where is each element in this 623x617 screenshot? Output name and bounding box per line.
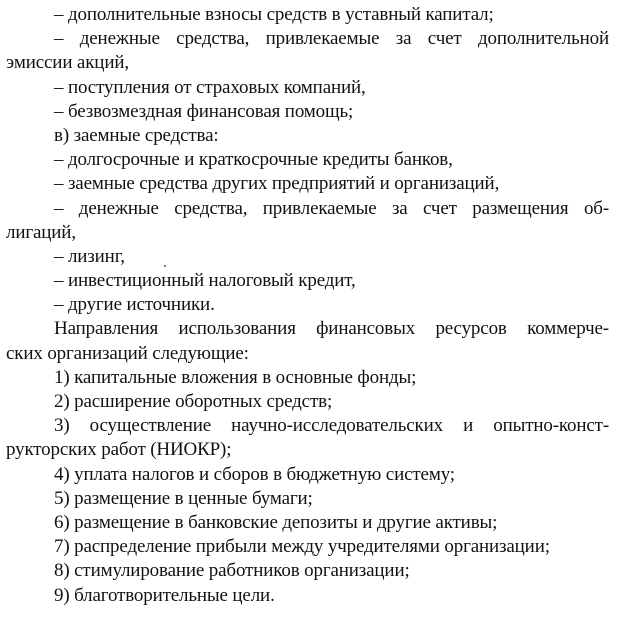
text-line: Направления использования финансовых ресурсов коммерче- bbox=[54, 318, 609, 340]
text-line: – поступления от страховых компаний, bbox=[54, 76, 366, 98]
text-line: – лизинг, bbox=[54, 245, 125, 267]
text-line: 1) капитальные вложения в основные фонды; bbox=[54, 366, 417, 388]
scan-speck bbox=[164, 265, 166, 267]
text-line: 3) осуществление научно-исследовательских и опытно-конст- bbox=[54, 415, 609, 437]
text-line: 8) стимулирование работников организации; bbox=[54, 560, 410, 582]
text-line: – безвозмездная финансовая помощь; bbox=[54, 100, 354, 122]
text-body bbox=[6, 3, 609, 608]
text-line: – денежные средства, привлекаемые за счет размещения об- bbox=[54, 197, 609, 219]
text-line: – дополнительные взносы средств в уставный капитал; bbox=[54, 4, 494, 25]
text-line: – другие источники. bbox=[54, 294, 215, 316]
text-line: ских организаций следующие: bbox=[6, 342, 249, 364]
text-line: – денежные средства, привлекаемые за счет дополнительной bbox=[54, 28, 609, 50]
text-line: рукторских работ (НИОКР); bbox=[6, 439, 232, 461]
text-line: 6) размещение в банковские депозиты и другие активы; bbox=[54, 511, 498, 533]
text-line: – заемные средства других предприятий и организаций, bbox=[54, 173, 500, 195]
text-line: эмиссии акций, bbox=[6, 52, 129, 74]
text-line: 2) расширение оборотных средств; bbox=[54, 391, 333, 412]
text-line: 4) уплата налогов и сборов в бюджетную систему; bbox=[54, 463, 455, 485]
text-line: в) заемные средства: bbox=[54, 124, 219, 146]
text-line: – инвестиционный налоговый кредит, bbox=[54, 270, 356, 292]
text-line: 5) размещение в ценные бумаги; bbox=[54, 487, 313, 509]
text-line: – долгосрочные и краткосрочные кредиты банков, bbox=[54, 149, 453, 171]
text-line: лигаций, bbox=[6, 221, 76, 243]
text-line: 7) распределение прибыли между учредителями организации; bbox=[54, 536, 550, 558]
text-line: 9) благотворительные цели. bbox=[54, 584, 275, 606]
